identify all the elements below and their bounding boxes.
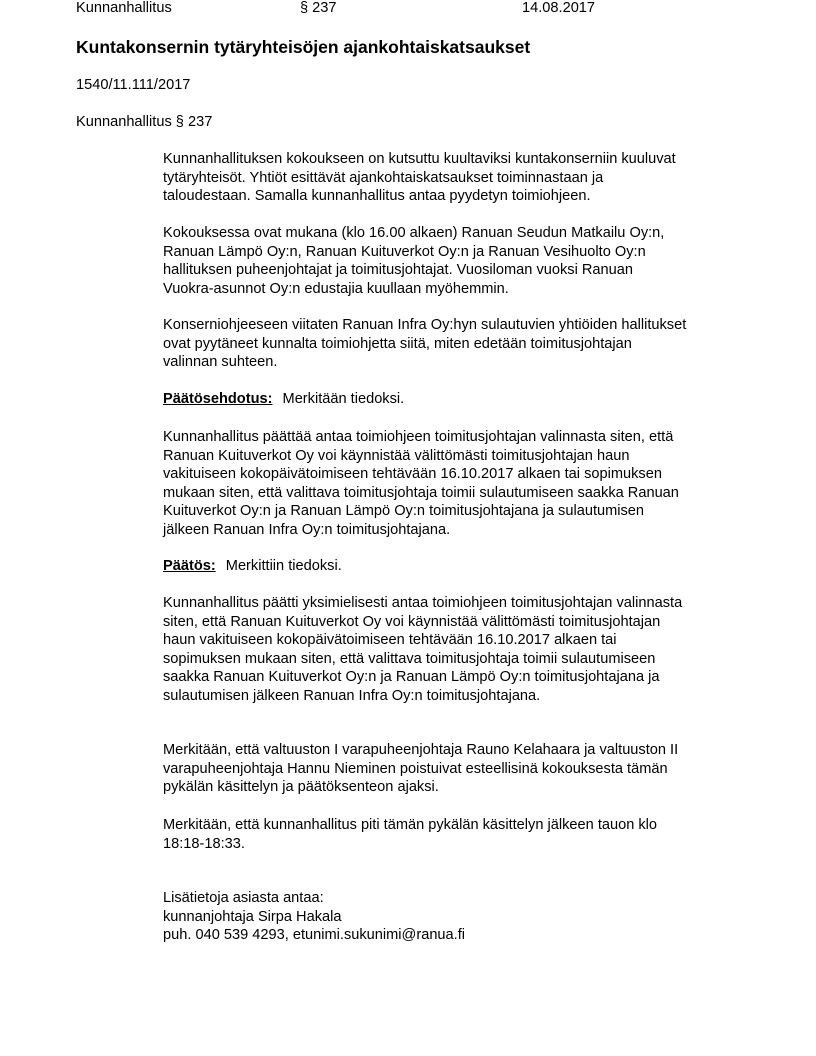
text-line: Kunnanhallituksen kokoukseen on kutsuttu kuultaviksi kuntakonserniin kuuluvat <box>163 151 676 167</box>
decision-text: Merkittiin tiedoksi. <box>225 558 342 574</box>
paragraph-intro <box>163 150 676 206</box>
paragraph-request <box>163 316 686 372</box>
text-line: pykälän käsittelyn ja päätöksenteon ajaksi. <box>163 779 439 796</box>
header-body: Kunnanhallitus <box>76 0 172 16</box>
text-line: Ranuan Kuituverkot Oy voi käynnistää välittömästi toimitusjohtajan haun <box>163 447 630 464</box>
decision <box>163 557 342 576</box>
text-line: vakituiseen kokopäivätoimiseen tehtävään 16.10.2017 alkaen tai sopimuksen <box>163 466 662 483</box>
document-title: Kuntakonsernin tytäryhteisöjen ajankohtaiskatsaukset <box>76 37 531 57</box>
text-line: mukaan siten, että valittava toimitusjohtaja toimii sulautumiseen saakka Ranuan <box>163 484 679 501</box>
contact-info <box>163 889 465 945</box>
text-line: Merkitään, että kunnanhallitus piti tämän pykälän käsittelyn jälkeen tauon klo <box>163 817 658 833</box>
text-line: Kunnanhallitus päättää antaa toimiohjeen toimitusjohtajan valinnasta siten, että <box>163 429 674 445</box>
decision-label: Päätös: <box>163 558 216 574</box>
reference-number: 1540/11.111/2017 <box>76 77 191 93</box>
proposal <box>163 390 404 409</box>
text-line: Ranuan Lämpö Oy:n, Ranuan Kuituverkot Oy:n ja Ranuan Vesihuolto Oy:n <box>163 243 646 260</box>
text-line: kunnanjohtaja Sirpa Hakala <box>163 908 342 925</box>
meeting-section: Kunnanhallitus § 237 <box>76 114 213 130</box>
text-line: siten, että Ranuan Kuituverkot Oy voi käynnistää välittömästi toimitusjohtajan <box>163 613 661 630</box>
text-line: sulautumisen jälkeen Ranuan Infra Oy:n toimitusjohtajana. <box>163 687 541 704</box>
text-line: Konserniohjeeseen viitaten Ranuan Infra Oy:hyn sulautuvien yhtiöiden hallitukset <box>163 317 687 333</box>
text-line: Kokouksessa ovat mukana (klo 16.00 alkaen) Ranuan Seudun Matkailu Oy:n, <box>163 225 665 241</box>
text-line: Merkitään, että valtuuston I varapuheenjohtaja Rauno Kelahaara ja valtuuston II <box>163 742 679 758</box>
text-line: sopimuksen mukaan siten, että valittava toimitusjohtaja toimii sulautumiseen <box>163 650 656 667</box>
text-line: valinnan suhteen. <box>163 354 278 371</box>
text-line: 18:18-18:33. <box>163 835 245 852</box>
text-line: hallituksen puheenjohtajat ja toimitusjohtajat. Vuosiloman vuoksi Ranuan <box>163 262 633 279</box>
text-line: jälkeen Ranuan Infra Oy:n toimitusjohtajana. <box>163 521 451 538</box>
text-line: haun vakituiseen kokopäivätoimiseen tehtävään 16.10.2017 alkaen tai <box>163 632 617 649</box>
text-line: Kunnanhallitus päätti yksimielisesti antaa toimiohjeen toimitusjohtajan valinnasta <box>163 595 683 611</box>
text-line: ovat pyytäneet kunnalta toimiohjetta siitä, miten edetään toimitusjohtajan <box>163 335 632 352</box>
header-section: § 237 <box>300 0 337 16</box>
proposal-text: Merkitään tiedoksi. <box>282 391 405 407</box>
text-line: Kuituverkot Oy:n ja Ranuan Lämpö Oy:n toimitusjohtajana ja sulautumisen <box>163 503 645 520</box>
text-line: Lisätietoja asiasta antaa: <box>163 890 324 906</box>
text-line: tytäryhteisöt. Yhtiöt esittävät ajankohtaiskatsaukset toiminnastaan ja <box>163 169 604 186</box>
text-line: varapuheenjohtaja Hannu Nieminen poistuivat esteellisinä kokouksesta tämän <box>163 760 668 777</box>
paragraph-decision-detail <box>163 594 682 706</box>
paragraph-proposal-detail <box>163 428 679 540</box>
text-line: puh. 040 539 4293, etunimi.sukunimi@ranua.fi <box>163 927 466 944</box>
paragraph-break <box>163 816 657 853</box>
text-line: Vuokra-asunnot Oy:n edustajia kuullaan myöhemmin. <box>163 280 509 297</box>
header-date: 14.08.2017 <box>522 0 596 16</box>
paragraph-attendees <box>163 224 664 298</box>
text-line: taloudestaan. Samalla kunnanhallitus antaa pyydetyn toimiohjeen. <box>163 188 591 205</box>
proposal-label: Päätösehdotus: <box>163 391 273 407</box>
text-line: saakka Ranuan Kuituverkot Oy:n ja Ranuan Lämpö Oy:n toimitusjohtajana ja <box>163 669 660 686</box>
paragraph-recusal <box>163 741 678 797</box>
